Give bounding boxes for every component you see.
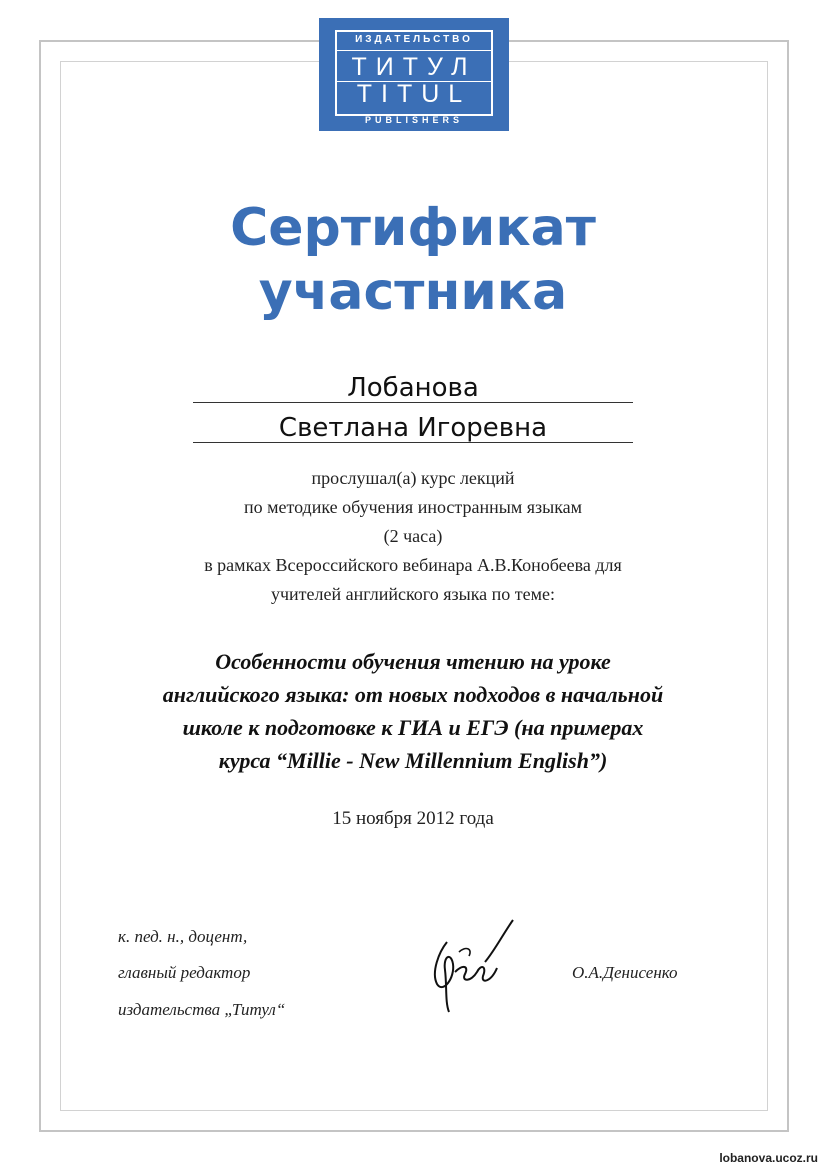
handwritten-signature <box>425 912 520 1022</box>
topic-line: английского языка: от новых подходов в начальной <box>162 682 664 707</box>
topic-line: школе к подготовке к ГИА и ЕГЭ (на примерах <box>182 715 644 740</box>
logo-line1: ТИТУЛ <box>351 53 477 81</box>
body-line: учителей английского языка по теме: <box>270 584 556 604</box>
signatory-title-line: к. пед. н., доцент, <box>118 927 248 946</box>
body-line: по методике обучения иностранным языкам <box>243 497 583 517</box>
certificate-title-line1: Сертификат <box>230 198 596 258</box>
topic-line: Особенности обучения чтению на уроке <box>215 649 611 674</box>
logo-divider <box>337 50 491 51</box>
logo-top-text: ИЗДАТЕЛЬСТВО <box>355 34 473 45</box>
signatory-title-line: главный редактор <box>118 963 251 982</box>
signatory-title-line: издательства „Титул“ <box>118 1000 286 1019</box>
recipient-surname: Лобанова <box>193 372 633 403</box>
logo-bottom-text: PUBLISHERS <box>364 115 463 125</box>
publisher-logo <box>319 18 509 131</box>
body-line: (2 часа) <box>383 526 443 546</box>
certificate-title-line2: участника <box>258 262 568 322</box>
signatory-name: О.А.Денисенко <box>572 963 678 982</box>
recipient-given-names: Светлана Игоревна <box>193 412 633 443</box>
body-line: в рамках Всероссийского вебинара А.В.Конобеева для <box>204 555 622 575</box>
certificate-date: 15 ноября 2012 года <box>332 808 494 829</box>
topic-line: курса “Millie - New Millennium English”) <box>218 748 608 773</box>
website-watermark: lobanova.ucoz.ru <box>719 1151 818 1165</box>
body-line: прослушал(а) курс лекций <box>311 468 515 488</box>
logo-line2: TITUL <box>356 80 472 108</box>
